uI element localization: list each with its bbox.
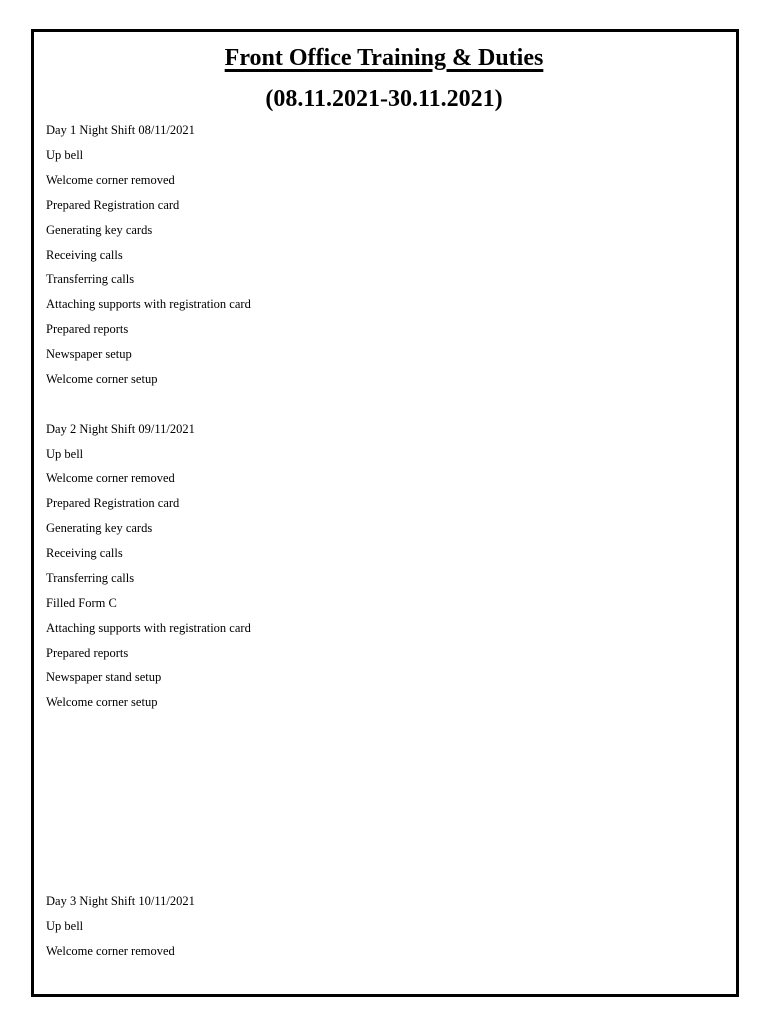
day-1-task: Generating key cards <box>46 223 153 237</box>
document-title <box>0 42 768 74</box>
day-3-heading: Day 3 Night Shift 10/11/2021 <box>46 894 195 908</box>
day-1-task: Up bell <box>46 148 84 162</box>
day-2-task: Transferring calls <box>46 571 135 585</box>
day-1-task: Prepared Registration card <box>46 198 180 212</box>
day-1-task: Transferring calls <box>46 272 135 286</box>
day-1-task: Prepared reports <box>46 322 129 336</box>
day-2-task: Prepared reports <box>46 646 129 660</box>
day-2-task: Filled Form C <box>46 596 117 610</box>
document-title-text: Front Office Training & Duties <box>224 45 544 71</box>
day-1-task: Welcome corner setup <box>46 372 158 386</box>
day-1-heading: Day 1 Night Shift 08/11/2021 <box>46 123 195 137</box>
day-3-task: Welcome corner removed <box>46 944 175 958</box>
day-1-task: Receiving calls <box>46 248 123 262</box>
day-2-task: Welcome corner removed <box>46 471 175 485</box>
day-2-task: Newspaper stand setup <box>46 670 162 684</box>
day-2-task: Generating key cards <box>46 521 153 535</box>
day-1-task: Newspaper setup <box>46 347 132 361</box>
day-1-task: Attaching supports with registration card <box>46 297 251 311</box>
day-2-task: Welcome corner setup <box>46 695 158 709</box>
day-2-heading: Day 2 Night Shift 09/11/2021 <box>46 422 195 436</box>
day-2-task: Receiving calls <box>46 546 123 560</box>
day-2-task: Attaching supports with registration card <box>46 621 251 635</box>
day-3-task: Up bell <box>46 919 84 933</box>
day-2-task: Prepared Registration card <box>46 496 180 510</box>
document-date-range: (08.11.2021-30.11.2021) <box>265 86 503 112</box>
day-2-task: Up bell <box>46 447 84 461</box>
day-1-task: Welcome corner removed <box>46 173 175 187</box>
